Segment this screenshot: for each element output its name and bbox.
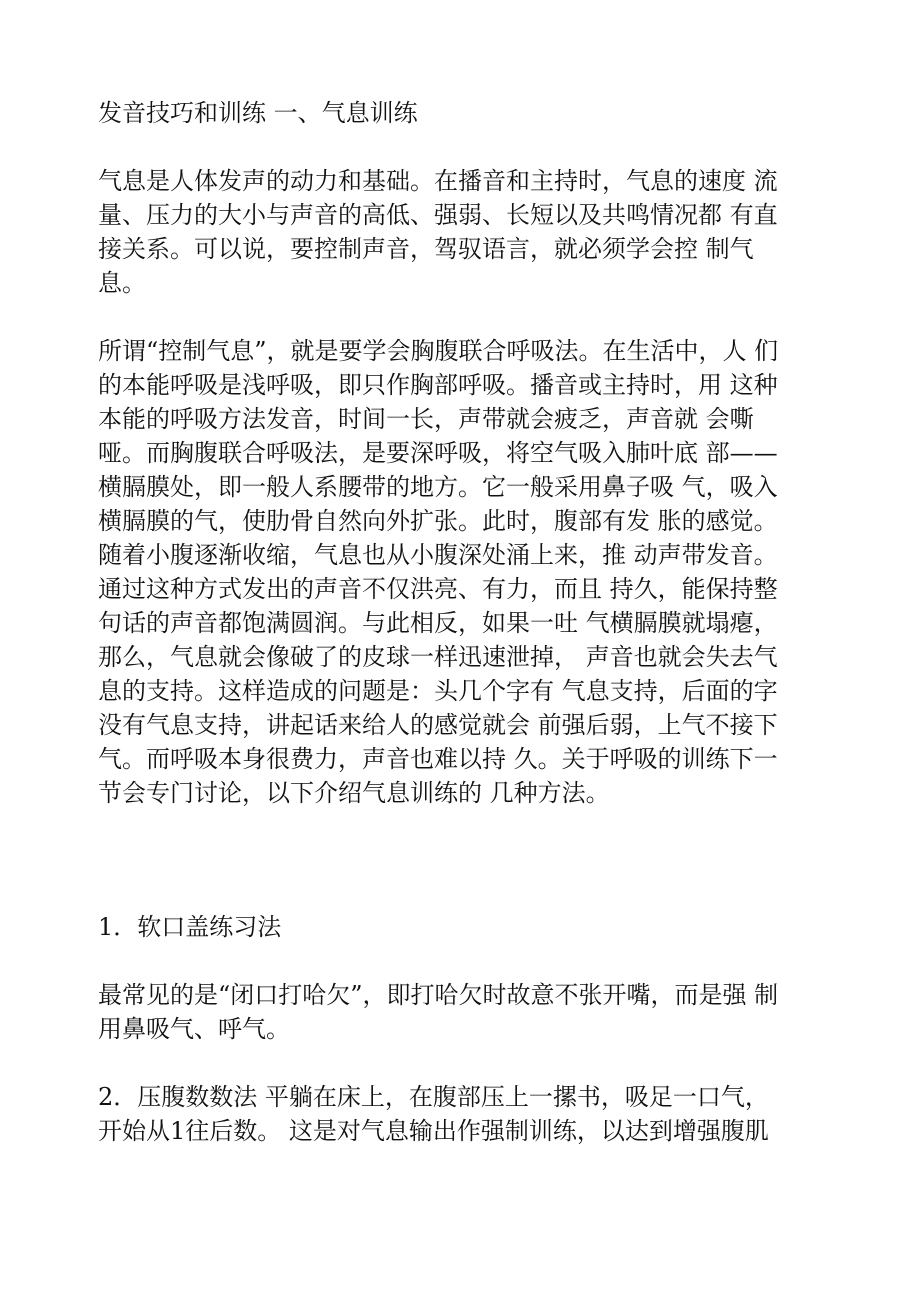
document-page <box>98 96 828 1182</box>
blank-gap <box>98 844 828 910</box>
paragraph-breath-basics: 气息是人体发声的动力和基础。在播音和主持时，气息的速度 流 量、压力的大小与声音的高低、强弱、长短以及共鸣情况都 有直 接关系。可以说，要控制声音，驾驭语言，就必须学会控 制气 息。 <box>98 167 778 297</box>
paragraph-breath-control: 所谓“控制气息”，就是要学会胸腹联合呼吸法。在生活中，人 们 的本能呼吸是浅呼吸，即只作胸部呼吸。播音或主持时，用 这种 本能的呼吸方法发音，时间一长，声带就会疲乏，声音就 会嘶 哑。而胸腹联合呼吸法，是要深呼吸，将空气吸入肺叶底 部—— 横膈膜处，即一般人系腰带的地方。它一般采用鼻子吸 气，吸入 横膈膜的气，使肋骨自然向外扩张。此时，腹部有发 胀的感觉。 随着小腹逐渐收缩，气息也从小腹深处涌上来，推 动声带发音。 通过这种方式发出的声音不仅洪亮、有力，而且 持久，能保持整 句话的声音都饱满圆润。与此相反，如果一吐 气横膈膜就塌瘪， 那么，气息就会像破了的皮球一样迅速泄掉， 声音也就会失去气 息的支持。这样造成的问题是：头几个字有 气息支持，后面的字 没有气息支持，讲起话来给人的感觉就会 前强后弱，上气不接下 气。而呼吸本身很费力，声音也难以持 久。关于呼吸的训练下一 节会专门讨论，以下介绍气息训练的 几种方法。 <box>98 337 779 807</box>
paragraph-abdomen-counting: 2．压腹数数法 平躺在床上，在腹部压上一摞书，吸足一口气， 开始从1往后数。 这是对气息输出作强制训练，以达到增强腹肌 <box>98 1083 769 1145</box>
document-title: 发音技巧和训练 一、气息训练 <box>98 99 418 127</box>
section-heading-soft-palate: 1．软口盖练习法 <box>98 913 282 941</box>
paragraph-soft-palate: 最常见的是“闭口打哈欠”，即打哈欠时故意不张开嘴，而是强 制 用鼻吸气、呼气。 <box>98 981 779 1043</box>
